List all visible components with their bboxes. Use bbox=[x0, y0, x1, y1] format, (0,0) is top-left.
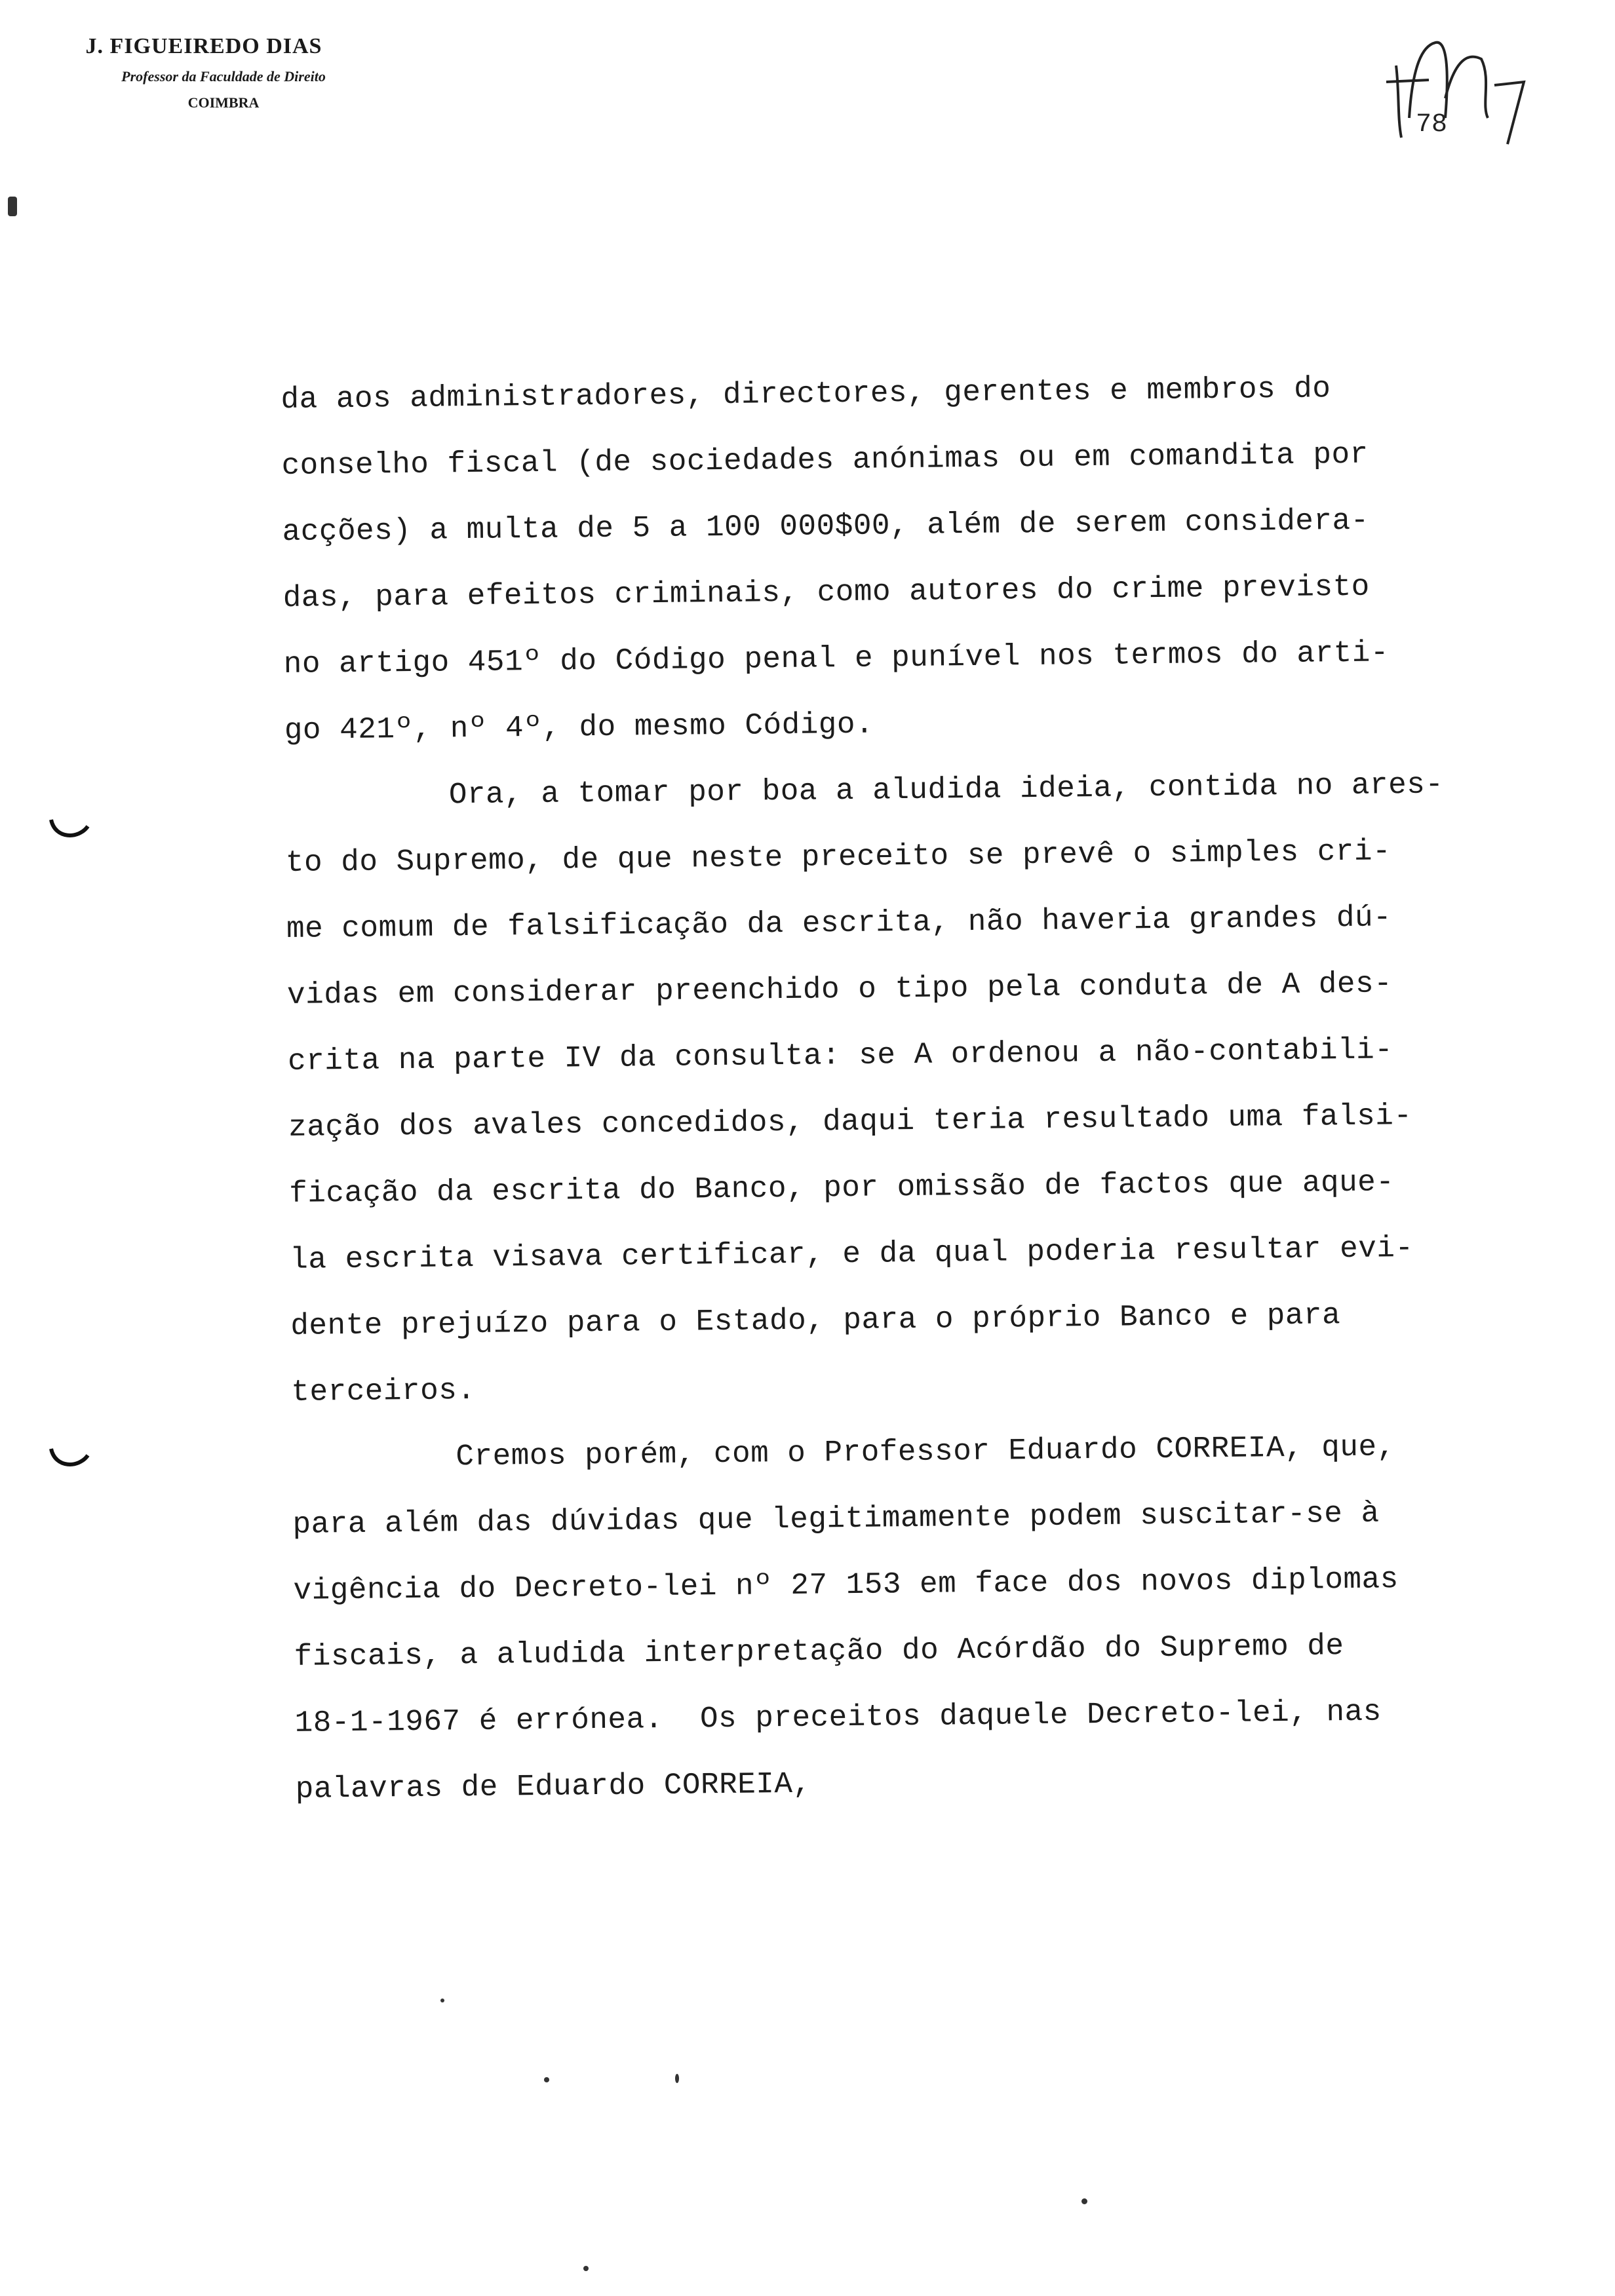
text-line: vigência do Decreto-lei nº 27 153 em face dos novos diplomas bbox=[293, 1562, 1399, 1608]
text-line: zação dos avales concedidos, daqui teria resultado uma falsi- bbox=[288, 1098, 1412, 1145]
text-line: Cremos porém, com o Professor Eduardo CORREIA, que, bbox=[456, 1430, 1395, 1474]
text-line: ficação da escrita do Banco, por omissão de factos que aque- bbox=[288, 1165, 1395, 1211]
text-line: 18-1-1967 é errónea. Os preceitos daquele Decreto-lei, nas bbox=[294, 1694, 1382, 1740]
letterhead bbox=[63, 34, 404, 111]
text-line: da aos administradores, directores, gerentes e membros do bbox=[281, 372, 1331, 417]
page-number: 78 bbox=[1416, 110, 1448, 140]
scan-speck bbox=[1081, 2198, 1087, 2204]
binding-mark-icon bbox=[46, 816, 92, 842]
text-line: no artigo 451º do Código penal e punível nos termos do arti- bbox=[283, 636, 1390, 681]
text-line: dente prejuízo para o Estado, para o próprio Banco e para bbox=[290, 1298, 1341, 1343]
text-line: Ora, a tomar por boa a aludida ideia, contida no ares- bbox=[448, 767, 1444, 813]
text-line: to do Supremo, de que neste preceito se prevê o simples cri- bbox=[285, 834, 1391, 880]
text-line: fiscais, a aludida interpretação do Acórdão do Supremo de bbox=[294, 1629, 1344, 1674]
text-line: me comum de falsificação da escrita, não haveria grandes dú- bbox=[286, 900, 1392, 946]
scan-speck bbox=[583, 2266, 589, 2271]
paragraph-1 bbox=[281, 354, 1530, 764]
handwritten-initials-icon bbox=[1383, 20, 1540, 151]
text-line: crita na parte IV da consulta: se A ordenou a não-contabili- bbox=[287, 1033, 1393, 1079]
letterhead-city: COIMBRA bbox=[187, 94, 260, 111]
scan-speck bbox=[675, 2074, 679, 2083]
letterhead-name: J. FIGUEIREDO DIAS bbox=[85, 34, 322, 58]
scan-speck bbox=[8, 197, 17, 216]
text-line: terceiros. bbox=[291, 1373, 476, 1409]
document-body bbox=[281, 354, 1541, 1823]
scan-speck bbox=[544, 2077, 549, 2082]
text-line: vidas em considerar preenchido o tipo pela conduta de A des- bbox=[286, 966, 1393, 1012]
paragraph-2 bbox=[284, 751, 1536, 1426]
text-line: das, para efeitos criminais, como autores do crime previsto bbox=[282, 569, 1371, 615]
text-line: acções) a multa de 5 a 100 000$00, além de serem considera- bbox=[282, 503, 1369, 549]
text-line: para além das dúvidas que legitimamente podem suscitar-se à bbox=[292, 1496, 1380, 1542]
text-line: la escrita visava certificar, e da qual poderia resultar evi- bbox=[290, 1231, 1414, 1277]
text-line: go 421º, nº 4º, do mesmo Código. bbox=[284, 707, 874, 748]
letterhead-role: Professor da Faculdade de Direito bbox=[121, 68, 326, 85]
text-line: palavras de Eduardo CORREIA, bbox=[295, 1767, 811, 1807]
paragraph-3 bbox=[292, 1413, 1541, 1823]
text-line: conselho fiscal (de sociedades anónimas ou em comandita por bbox=[281, 437, 1369, 483]
scan-speck bbox=[440, 1999, 444, 2002]
binding-mark-icon bbox=[46, 1445, 92, 1471]
